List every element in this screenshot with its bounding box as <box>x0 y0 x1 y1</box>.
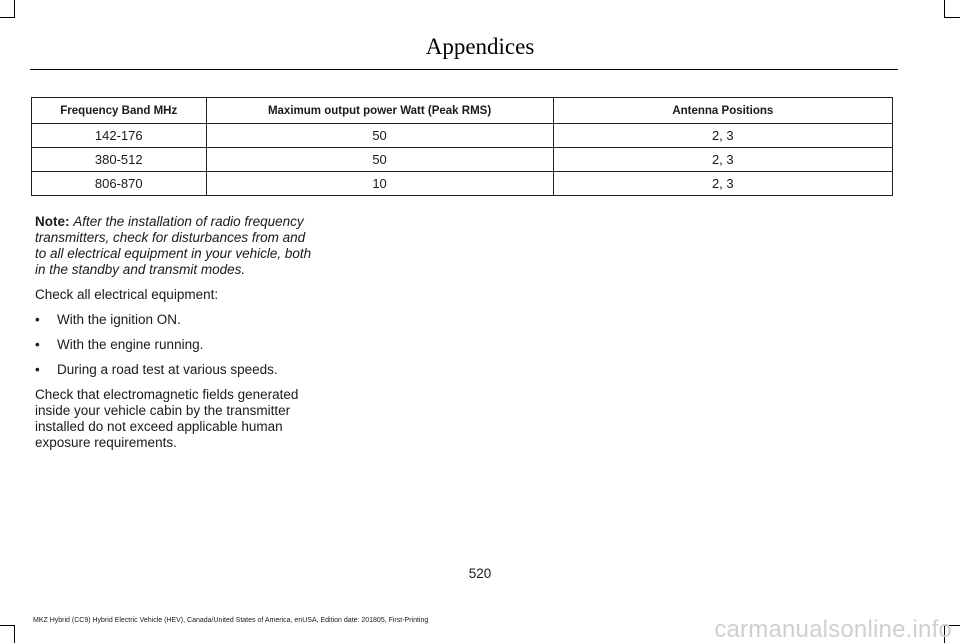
crop-mark <box>0 625 15 626</box>
table-cell: 2, 3 <box>553 172 892 196</box>
column-header: Frequency Band MHz <box>32 98 207 124</box>
table-row <box>32 172 893 196</box>
list-item: • With the ignition ON. <box>35 312 315 328</box>
frequency-table <box>31 97 893 196</box>
crop-mark <box>14 626 15 643</box>
table-cell: 2, 3 <box>553 148 892 172</box>
table-row <box>32 124 893 148</box>
table-cell: 50 <box>206 124 553 148</box>
column-header: Antenna Positions <box>553 98 892 124</box>
table-cell: 142-176 <box>32 124 207 148</box>
edition-footer: MKZ Hybrid (CC9) Hybrid Electric Vehicle (HEV), Canada/United States of America, enUSA, Edition date: 201805, First-Printing <box>33 617 429 624</box>
page-number: 520 <box>468 566 492 581</box>
crop-mark <box>0 17 15 18</box>
table-cell: 2, 3 <box>553 124 892 148</box>
crop-mark <box>945 17 960 18</box>
check-intro: Check all electrical equipment: <box>35 287 219 302</box>
crop-mark <box>944 0 945 18</box>
body-text <box>35 214 315 460</box>
list-item: • With the engine running. <box>35 337 315 353</box>
page-title: Appendices <box>425 34 535 59</box>
closing-paragraph: Check that electromagnetic fields generated inside your vehicle cabin by the transmitter installed do not exceed applicable human exposure requirements. <box>35 387 299 450</box>
table-header-row <box>32 98 893 124</box>
table-cell: 50 <box>206 148 553 172</box>
table-row <box>32 148 893 172</box>
note-label: Note: <box>35 214 70 229</box>
check-list <box>35 312 315 378</box>
column-header: Maximum output power Watt (Peak RMS) <box>206 98 553 124</box>
note-paragraph <box>35 214 315 278</box>
crop-mark <box>14 0 15 18</box>
note-text: After the installation of radio frequency transmitters, check for disturbances from and to all electrical equipment in your vehicle, both in the standby and transmit modes. <box>35 214 312 277</box>
title-divider <box>30 69 898 70</box>
table-cell: 10 <box>206 172 553 196</box>
watermark: carmanualsonline.info <box>714 616 952 643</box>
list-item: • During a road test at various speeds. <box>35 362 315 378</box>
table-cell: 380-512 <box>32 148 207 172</box>
table-cell: 806-870 <box>32 172 207 196</box>
